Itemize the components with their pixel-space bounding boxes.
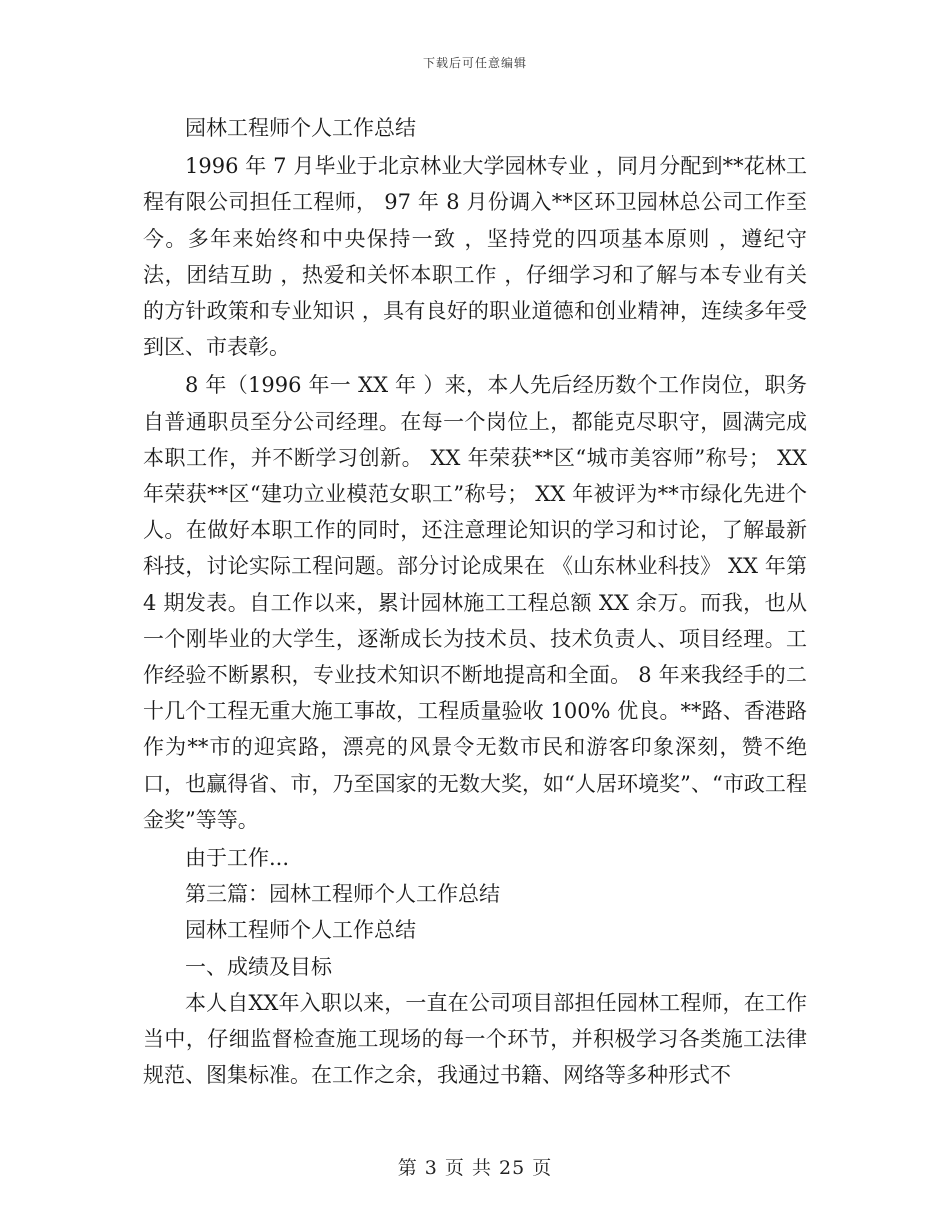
subheading: 一、成绩及目标	[185, 954, 332, 979]
paragraph: 本人自XX年入职以来，一直在公司项目部担任园林工程师，在工作当中，仔细监督检查施工现场的每一个环节，并积极学习各类施工法律规范、图集标准。在工作之余，我通过书籍、网络等多种形式不	[143, 990, 807, 1088]
section-title: 园林工程师个人工作总结	[185, 918, 416, 943]
paragraph: 1996 年 7 月毕业于北京林业大学园林专业 ，同月分配到**花林工程有限公司担任工程师， 97 年 8 月份调入**区环卫园林总公司工作至今。多年来始终和中央保持一致 ，坚持党的四项基本原则 ，遵纪守法，团结互助 ，热爱和关怀本职工作 ，仔细学习和了解与本专业有关的方针政策和专业知识 ，具有良好的职业道德和创业精神，连续多年受到区、市表彰。	[143, 154, 807, 360]
section-heading: 第三篇：园林工程师个人工作总结	[185, 882, 500, 907]
page-footer: 第 3 页 共 25 页	[397, 1157, 553, 1179]
paragraph: 由于工作...	[185, 846, 290, 871]
page-header: 下载后可任意编辑	[422, 56, 527, 70]
document-body	[143, 110, 807, 1093]
paragraph: 8 年（1996 年一 XX 年 ）来，本人先后经历数个工作岗位，职务自普通职员至分公司经理。在每一个岗位上，都能克尽职守，圆满完成本职工作，并不断学习创新。 XX 年荣获**区“城市美容师”称号； XX 年荣获**区“建功立业模范女职工”称号； XX 年被评为**市绿化先进个人。在做好本职工作的同时，还注意理论知识的学习和讨论，了解最新科技，讨论实际工程问题。部分讨论成果在 《山东林业科技》 XX 年第 4 期发表。自工作以来，累计园林施工工程总额 XX 余万。而我，也从一个刚毕业的大学生，逐渐成长为技术员、技术负责人、项目经理。工作经验不断累积，专业技术知识不断地提高和全面。 8 年来我经手的二十几个工程无重大施工事故，工程质量验收 100% 优良。**路、香港路作为**市的迎宾路，漂亮的风景令无数市民和游客印象深刻，赞不绝口，也赢得省、市，乃至国家的无数大奖，如“人居环境奖”、“市政工程金奖”等等。	[143, 373, 807, 832]
document-title: 园林工程师个人工作总结	[185, 116, 416, 140]
